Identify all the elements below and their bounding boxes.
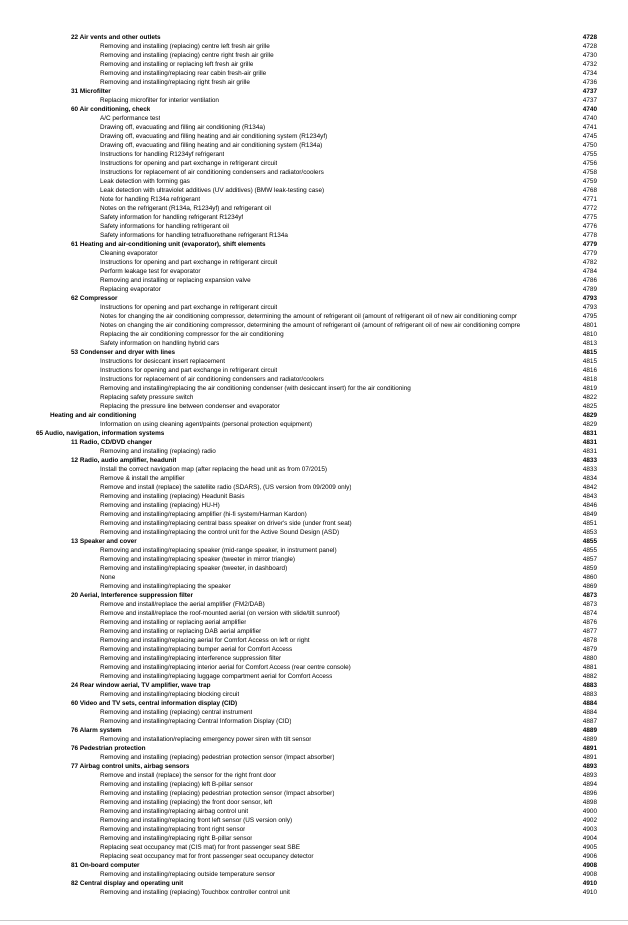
- toc-entry-page: 4884: [582, 700, 597, 707]
- toc-entry: [0, 330, 628, 339]
- toc-entry-label: Note for handling R134a refrigerant: [100, 196, 201, 203]
- toc-entry: [0, 96, 628, 105]
- toc-entry: [0, 186, 628, 195]
- toc-entry-label: Removing and installing (replacing) HU-H): [100, 502, 220, 509]
- toc-entry-page: 4882: [582, 673, 597, 680]
- toc-entry-page: 4878: [582, 637, 597, 644]
- toc-entry: [0, 834, 628, 843]
- toc-entry-label: 60 Video and TV sets, central information display (CID): [71, 700, 238, 707]
- toc-entry-label: Remove and install (replace) the satellite radio (SDARS), (US version from 09/2009 only): [100, 484, 352, 491]
- toc-entry: [0, 105, 628, 114]
- toc-entry-page: 4728: [582, 43, 597, 50]
- toc-entry-label: Leak detection with forming gas: [100, 178, 190, 185]
- toc-entry-label: Replacing seat occupancy mat for front passenger seat occupancy detector: [100, 853, 314, 860]
- toc-entry: [0, 420, 628, 429]
- toc-entry-page: 4853: [582, 529, 597, 536]
- toc-entry-page: 4829: [582, 421, 597, 428]
- toc-entry-page: 4908: [582, 871, 597, 878]
- toc-entry: [0, 393, 628, 402]
- toc-entry-page: 4816: [582, 367, 597, 374]
- toc-entry-page: 4849: [582, 511, 597, 518]
- toc-entry-page: 4778: [582, 232, 597, 239]
- toc-entry-page: 4889: [582, 736, 597, 743]
- toc-entry-page: 4884: [582, 709, 597, 716]
- toc-entry: [0, 78, 628, 87]
- toc-entry-page: 4756: [582, 160, 597, 167]
- toc-entry: [0, 348, 628, 357]
- toc-entry-page: 4883: [582, 682, 597, 689]
- toc-entry: [0, 510, 628, 519]
- toc-entry: [0, 825, 628, 834]
- toc-entry: [0, 159, 628, 168]
- toc-entry-label: Removing and installing (replacing) radio: [100, 448, 216, 455]
- toc-entry-label: 53 Condenser and dryer with lines: [71, 349, 176, 356]
- toc-entry: [0, 843, 628, 852]
- toc-entry: [0, 384, 628, 393]
- toc-entry-label: Perform leakage test for evaporator: [100, 268, 201, 275]
- toc-entry-page: 4737: [582, 97, 597, 104]
- toc-entry-page: 4851: [582, 520, 597, 527]
- toc-entry: [0, 645, 628, 654]
- toc-entry-label: 11 Radio, CD/DVD changer: [71, 439, 152, 446]
- toc-entry: [0, 753, 628, 762]
- toc-entry: [0, 33, 628, 42]
- toc-entry: [0, 213, 628, 222]
- toc-entry: [0, 852, 628, 861]
- toc-entry-label: Removing and installing/replacing airbag control unit: [100, 808, 249, 815]
- toc-entry-label: Remove & install the amplifier: [100, 475, 185, 482]
- toc-entry-label: 77 Airbag control units, airbag sensors: [71, 763, 190, 770]
- toc-entry-page: 4801: [582, 322, 597, 329]
- toc-entry-label: Instructions for replacement of air conditioning condensers and radiator/coolers: [100, 376, 324, 383]
- toc-entry-label: Information on using cleaning agent/paints (personal protection equipment): [100, 421, 313, 428]
- toc-entry-page: 4784: [582, 268, 597, 275]
- toc-entry-page: 4786: [582, 277, 597, 284]
- toc-entry-label: Removing and installing/replacing speaker (mid-range speaker, in instrument panel): [100, 547, 337, 554]
- toc-entry-label: Removing and installing/replacing interference suppression filter: [100, 655, 282, 662]
- toc-entry: [0, 303, 628, 312]
- toc-entry: [0, 204, 628, 213]
- toc-entry: [0, 546, 628, 555]
- toc-entry-label: 76 Alarm system: [71, 727, 122, 734]
- toc-entry-label: None: [100, 574, 116, 581]
- toc-entry-page: 4887: [582, 718, 597, 725]
- toc-entry-label: Removing and installing/replacing right B-pillar sensor: [100, 835, 253, 842]
- toc-entry: [0, 690, 628, 699]
- toc-entry-page: 4834: [582, 475, 597, 482]
- toc-entry-label: Replacing evaporator: [100, 286, 161, 293]
- toc-entry: [0, 87, 628, 96]
- toc-entry: [0, 681, 628, 690]
- toc-entry-page: 4833: [582, 466, 597, 473]
- toc-entry: [0, 672, 628, 681]
- table-of-contents: [0, 33, 628, 897]
- toc-entry-label: Removing and installing/replacing front right sensor: [100, 826, 246, 833]
- toc-entry-label: Notes on changing the air conditioning compressor, determining the amount of refrigerant oil (amount of refrigerant oil of new air conditioning compre: [100, 322, 521, 329]
- toc-entry-label: Removing and installing/replacing amplifier (hi-fi system/Harman Kardon): [100, 511, 307, 518]
- toc-entry-page: 4903: [582, 826, 597, 833]
- toc-entry-page: 4818: [582, 376, 597, 383]
- toc-entry-page: 4842: [582, 484, 597, 491]
- toc-entry-page: 4750: [582, 142, 597, 149]
- toc-entry-page: 4831: [582, 448, 597, 455]
- toc-entry: [0, 474, 628, 483]
- toc-entry-page: 4843: [582, 493, 597, 500]
- toc-entry: [0, 294, 628, 303]
- toc-entry-page: 4881: [582, 664, 597, 671]
- toc-entry-label: Notes on the refrigerant (R134a, R1234yf) and refrigerant oil: [100, 205, 271, 212]
- toc-entry: [0, 357, 628, 366]
- toc-entry: [0, 231, 628, 240]
- toc-entry-page: 4879: [582, 646, 597, 653]
- toc-entry-label: A/C performance test: [100, 115, 161, 122]
- toc-entry: [0, 870, 628, 879]
- toc-entry: [0, 771, 628, 780]
- toc-entry-label: 12 Radio, audio amplifier, headunit: [71, 457, 177, 464]
- toc-entry-label: Removing and installing (replacing) pedestrian protection sensor (Impact absorber): [100, 754, 335, 761]
- toc-entry-page: 4815: [582, 358, 597, 365]
- toc-entry-page: 4829: [582, 412, 597, 419]
- toc-entry-page: 4874: [582, 610, 597, 617]
- toc-entry: [0, 375, 628, 384]
- toc-entry-label: Remove and install/replace the roof-mounted aerial (on version with slide/tilt sunroof): [100, 610, 340, 617]
- toc-entry-label: Removing and installing (replacing) centre right fresh air grille: [100, 52, 274, 59]
- toc-entry: [0, 735, 628, 744]
- toc-entry-label: Removing and installing/replacing outside temperature sensor: [100, 871, 276, 878]
- toc-entry: [0, 438, 628, 447]
- toc-entry-label: Removing and installing or replacing left fresh air grille: [100, 61, 254, 68]
- toc-entry-page: 4819: [582, 385, 597, 392]
- toc-entry-page: 4745: [582, 133, 597, 140]
- toc-entry-page: 4740: [582, 106, 597, 113]
- toc-entry-page: 4833: [582, 457, 597, 464]
- toc-entry: [0, 609, 628, 618]
- toc-entry-label: Replacing the air conditioning compressor for the air conditioning: [100, 331, 284, 338]
- toc-entry: [0, 726, 628, 735]
- toc-entry: [0, 528, 628, 537]
- toc-entry: [0, 573, 628, 582]
- toc-entry-label: Removing and installing (replacing) Headunit Basis: [100, 493, 245, 500]
- toc-entry: [0, 816, 628, 825]
- toc-entry-page: 4857: [582, 556, 597, 563]
- toc-entry-page: 4891: [582, 745, 597, 752]
- toc-entry-page: 4894: [582, 781, 597, 788]
- toc-entry: [0, 402, 628, 411]
- toc-entry: [0, 168, 628, 177]
- toc-entry-label: Removing and installing/replacing aerial for Comfort Access on left or right: [100, 637, 310, 644]
- toc-entry: [0, 150, 628, 159]
- toc-entry: [0, 618, 628, 627]
- toc-entry-label: Instructions for opening and part exchange in refrigerant circuit: [100, 160, 278, 167]
- toc-entry: [0, 240, 628, 249]
- toc-entry-page: 4793: [582, 304, 597, 311]
- toc-entry-label: Removing and installing/replacing speaker (tweeter in mirror triangle): [100, 556, 296, 563]
- toc-entry-label: Removing and installing/replacing rear cabin fresh-air grille: [100, 70, 267, 77]
- toc-entry-label: Instructions for opening and part exchange in refrigerant circuit: [100, 259, 278, 266]
- toc-entry-label: Removing and installing/replacing the speaker: [100, 583, 231, 590]
- toc-entry-label: Removing and installing/replacing right fresh air grille: [100, 79, 250, 86]
- toc-entry-page: 4910: [582, 880, 597, 887]
- toc-entry-label: Safety informations for handling tetrafluorethane refrigerant R134a: [100, 232, 288, 239]
- toc-entry: [0, 717, 628, 726]
- toc-entry-page: 4771: [582, 196, 597, 203]
- toc-entry: [0, 501, 628, 510]
- toc-entry-page: 4893: [582, 763, 597, 770]
- toc-entry-label: Removing and installing (replacing) pedestrian protection sensor (Impact absorber): [100, 790, 335, 797]
- toc-entry-page: 4775: [582, 214, 597, 221]
- toc-entry-label: Remove and install (replace) the sensor for the right front door: [100, 772, 277, 779]
- toc-entry-page: 4813: [582, 340, 597, 347]
- toc-entry-label: Cleaning evaporator: [100, 250, 158, 257]
- toc-entry-label: Replacing safety pressure switch: [100, 394, 194, 401]
- toc-entry-label: Safety information for handling refrigerant R1234yf: [100, 214, 244, 221]
- toc-entry: [0, 708, 628, 717]
- toc-entry-page: 4741: [582, 124, 597, 131]
- toc-entry-page: 4873: [582, 592, 597, 599]
- toc-entry-page: 4779: [582, 250, 597, 257]
- toc-entry: [0, 582, 628, 591]
- toc-entry-page: 4810: [582, 331, 597, 338]
- toc-entry-label: Drawing off, evacuating and filling heating and air conditioning system (R1234yf): [100, 133, 328, 140]
- toc-entry-label: Heating and air conditioning: [50, 412, 137, 419]
- toc-entry-page: 4822: [582, 394, 597, 401]
- toc-entry: [0, 51, 628, 60]
- toc-entry-label: 81 On-board computer: [71, 862, 140, 869]
- toc-entry-page: 4898: [582, 799, 597, 806]
- page-edge-line: [0, 920, 628, 921]
- toc-entry: [0, 591, 628, 600]
- toc-entry: [0, 114, 628, 123]
- toc-entry: [0, 600, 628, 609]
- toc-entry-page: 4755: [582, 151, 597, 158]
- toc-entry: [0, 789, 628, 798]
- toc-entry-label: Removing and installing/replacing front left sensor (US version only): [100, 817, 293, 824]
- toc-entry-label: Removing and installing/replacing bumper aerial for Comfort Access: [100, 646, 293, 653]
- toc-entry: [0, 636, 628, 645]
- toc-entry-label: Safety information on handling hybrid cars: [100, 340, 220, 347]
- toc-entry-label: Removing and installing (replacing) left B-pillar sensor: [100, 781, 253, 788]
- toc-entry-page: 4728: [582, 34, 597, 41]
- toc-entry: [0, 69, 628, 78]
- toc-entry-page: 4782: [582, 259, 597, 266]
- toc-entry-page: 4795: [582, 313, 597, 320]
- toc-entry-label: 22 Air vents and other outlets: [71, 34, 161, 41]
- toc-entry-page: 4737: [582, 88, 597, 95]
- toc-entry-label: Replacing microfilter for interior ventilation: [100, 97, 219, 104]
- toc-entry: [0, 888, 628, 897]
- toc-entry-page: 4877: [582, 628, 597, 635]
- toc-entry-label: 60 Air conditioning, check: [71, 106, 151, 113]
- toc-entry-page: 4905: [582, 844, 597, 851]
- toc-entry-label: 20 Aerial, Interference suppression filter: [71, 592, 193, 599]
- toc-entry-label: 82 Central display and operating unit: [71, 880, 184, 887]
- toc-entry: [0, 519, 628, 528]
- toc-entry: [0, 456, 628, 465]
- toc-entry-page: 4831: [582, 439, 597, 446]
- toc-entry-page: 4869: [582, 583, 597, 590]
- toc-entry: [0, 60, 628, 69]
- toc-entry-label: Replacing the pressure line between condenser and evaporator: [100, 403, 280, 410]
- toc-entry-label: Removing and installation/replacing emergency power siren with tilt sensor: [100, 736, 312, 743]
- toc-entry-label: Replacing seat occupancy mat (CIS mat) for front passenger seat SBE: [100, 844, 300, 851]
- toc-entry-page: 4880: [582, 655, 597, 662]
- toc-entry-page: 4900: [582, 808, 597, 815]
- toc-entry-page: 4768: [582, 187, 597, 194]
- toc-entry-label: Removing and installing/replacing blocking circuit: [100, 691, 240, 698]
- toc-entry-label: Removing and installing/replacing Central Information Display (CID): [100, 718, 292, 725]
- toc-entry: [0, 807, 628, 816]
- toc-entry: [0, 744, 628, 753]
- toc-entry: [0, 222, 628, 231]
- toc-entry-page: 4732: [582, 61, 597, 68]
- toc-entry-page: 4906: [582, 853, 597, 860]
- toc-entry-page: 4859: [582, 565, 597, 572]
- toc-entry-page: 4759: [582, 178, 597, 185]
- toc-entry-page: 4789: [582, 286, 597, 293]
- toc-entry-page: 4815: [582, 349, 597, 356]
- toc-entry-page: 4883: [582, 691, 597, 698]
- toc-entry: [0, 42, 628, 51]
- toc-entry-label: Removing and installing/replacing the control unit for the Active Sound Design (ASD): [100, 529, 340, 536]
- toc-entry-label: 62 Compressor: [71, 295, 118, 302]
- toc-entry-label: Instructions for replacement of air conditioning condensers and radiator/coolers: [100, 169, 324, 176]
- toc-entry: [0, 267, 628, 276]
- toc-entry-label: Drawing off, evacuating and filling air conditioning (R134a): [100, 124, 266, 131]
- toc-entry-label: Removing and installing/replacing speaker (tweeter, in dashboard): [100, 565, 288, 572]
- toc-entry: [0, 249, 628, 258]
- toc-entry-label: 76 Pedestrian protection: [71, 745, 146, 752]
- toc-entry: [0, 798, 628, 807]
- toc-entry-label: Removing and installing/replacing central bass speaker on driver's side (under front seat): [100, 520, 352, 527]
- toc-entry: [0, 564, 628, 573]
- toc-entry: [0, 465, 628, 474]
- toc-entry: [0, 285, 628, 294]
- toc-entry: [0, 537, 628, 546]
- toc-entry-page: 4896: [582, 790, 597, 797]
- toc-entry: [0, 177, 628, 186]
- toc-entry-page: 4876: [582, 619, 597, 626]
- toc-entry-page: 4904: [582, 835, 597, 842]
- toc-entry-page: 4889: [582, 727, 597, 734]
- toc-entry-page: 4902: [582, 817, 597, 824]
- toc-entry: [0, 321, 628, 330]
- toc-entry: [0, 411, 628, 420]
- toc-entry-page: 4831: [582, 430, 597, 437]
- toc-entry-page: 4779: [582, 241, 597, 248]
- toc-entry: [0, 195, 628, 204]
- toc-entry: [0, 447, 628, 456]
- toc-entry-label: Removing and installing or replacing aerial amplifier: [100, 619, 247, 626]
- toc-entry-page: 4910: [582, 889, 597, 896]
- toc-entry-label: Removing and installing (replacing) the front door sensor, left: [100, 799, 273, 806]
- toc-entry-label: Removing and installing/replacing luggage compartment aerial for Comfort Access: [100, 673, 333, 680]
- toc-entry: [0, 141, 628, 150]
- toc-entry: [0, 483, 628, 492]
- toc-entry-label: Instructions for handling R1234yf refrigerant: [100, 151, 225, 158]
- toc-entry-label: Drawing off, evacuating and filling heating and air conditioning system (R134a): [100, 142, 323, 149]
- toc-entry-page: 4891: [582, 754, 597, 761]
- toc-entry-label: Instructions for opening and part exchange in refrigerant circuit: [100, 304, 278, 311]
- toc-entry-page: 4873: [582, 601, 597, 608]
- toc-entry-page: 4793: [582, 295, 597, 302]
- toc-entry: [0, 492, 628, 501]
- toc-entry-page: 4860: [582, 574, 597, 581]
- toc-entry-page: 4893: [582, 772, 597, 779]
- toc-entry-page: 4730: [582, 52, 597, 59]
- toc-entry: [0, 780, 628, 789]
- toc-entry-label: 65 Audio, navigation, information systems: [36, 430, 165, 437]
- toc-entry-page: 4740: [582, 115, 597, 122]
- toc-entry-label: Removing and installing or replacing DAB aerial amplifier: [100, 628, 262, 635]
- toc-entry: [0, 339, 628, 348]
- toc-entry-page: 4734: [582, 70, 597, 77]
- toc-entry-page: 4772: [582, 205, 597, 212]
- toc-entry-label: Removing and installing/replacing interior aerial for Comfort Access (rear centre console): [100, 664, 351, 671]
- toc-entry-page: 4758: [582, 169, 597, 176]
- toc-entry-label: Removing and installing or replacing expansion valve: [100, 277, 251, 284]
- toc-entry-page: 4908: [582, 862, 597, 869]
- toc-entry: [0, 276, 628, 285]
- toc-entry: [0, 258, 628, 267]
- toc-entry-page: 4846: [582, 502, 597, 509]
- toc-entry-label: 31 Microfilter: [71, 88, 111, 95]
- toc-entry-label: Removing and installing/replacing the air conditioning condenser (with desiccant insert) for the air conditioning: [100, 385, 411, 392]
- toc-entry-label: Leak detection with ultraviolet additives (UV additives) (BMW leak-testing case): [100, 187, 325, 194]
- toc-entry-label: Removing and installing (replacing) central instrument: [100, 709, 253, 716]
- toc-entry-label: Removing and installing (replacing) centre left fresh air grille: [100, 43, 270, 50]
- toc-entry-label: Remove and install/replace the aerial amplifier (FM2/DAB): [100, 601, 265, 608]
- toc-entry-label: Removing and installing (replacing) Touchbox controller control unit: [100, 889, 290, 896]
- toc-entry-page: 4736: [582, 79, 597, 86]
- toc-entry: [0, 654, 628, 663]
- toc-entry: [0, 627, 628, 636]
- toc-entry: [0, 366, 628, 375]
- toc-entry: [0, 699, 628, 708]
- toc-entry: [0, 132, 628, 141]
- toc-entry-label: Notes for changing the air conditioning compressor, determining the amount of refrigerant oil (amount of refrigerant oil of new air conditioning compr: [100, 313, 518, 320]
- toc-entry-page: 4776: [582, 223, 597, 230]
- toc-entry: [0, 762, 628, 771]
- toc-entry: [0, 555, 628, 564]
- toc-entry-label: Install the correct navigation map (after replacing the head unit as from 07/2015): [100, 466, 327, 473]
- toc-entry-label: 13 Speaker and cover: [71, 538, 137, 545]
- toc-entry-page: 4855: [582, 538, 597, 545]
- toc-entry: [0, 312, 628, 321]
- toc-entry-label: 24 Rear window aerial, TV amplifier, wave trap: [71, 682, 211, 689]
- toc-entry-label: Instructions for opening and part exchange in refrigerant circuit: [100, 367, 278, 374]
- toc-entry: [0, 879, 628, 888]
- toc-entry-label: Safety informations for handling refrigerant oil: [100, 223, 229, 230]
- toc-entry-page: 4825: [582, 403, 597, 410]
- toc-entry: [0, 861, 628, 870]
- toc-entry-page: 4855: [582, 547, 597, 554]
- toc-entry-label: 61 Heating and air-conditioning unit (evaporator), shift elements: [71, 241, 266, 248]
- toc-entry: [0, 663, 628, 672]
- toc-entry: [0, 123, 628, 132]
- toc-entry: [0, 429, 628, 438]
- toc-entry-label: Instructions for desiccant insert replacement: [100, 358, 226, 365]
